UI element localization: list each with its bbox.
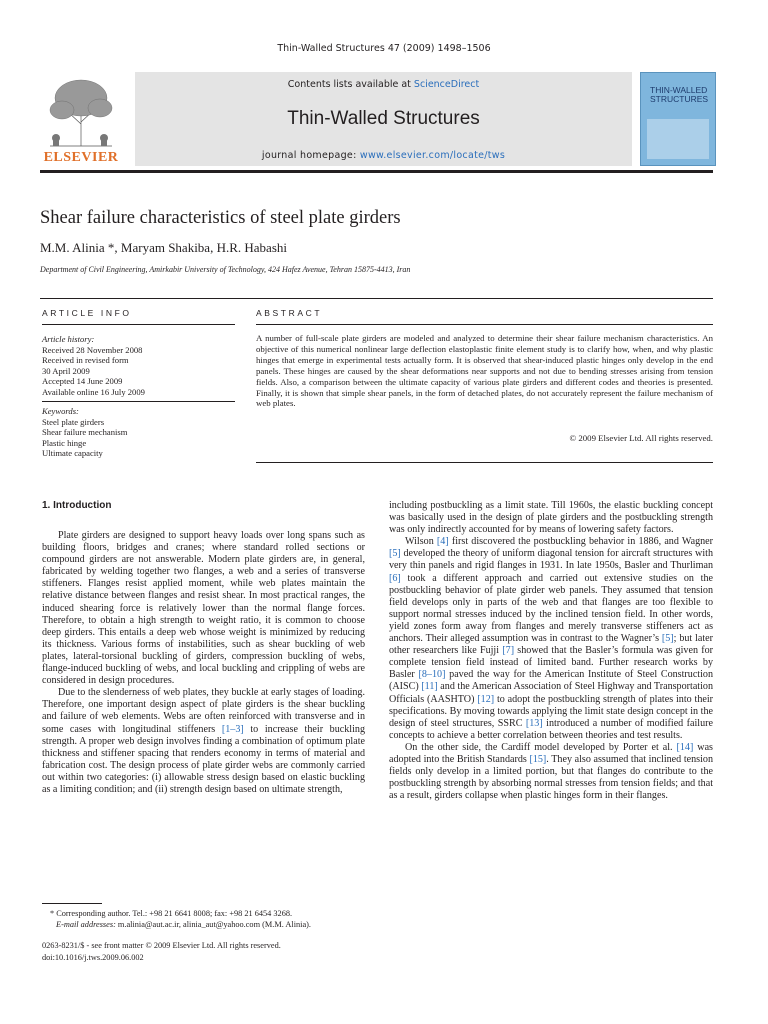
cover-title — [650, 86, 710, 104]
header-rule — [40, 170, 713, 173]
citation-link[interactable]: [8–10] — [418, 669, 446, 681]
text-run: . They also assumed that inclined tension fields only develop in a limited portion, but that flanges do contribute to the postbuckling strength by absorbing normal stresses from tension fields; and that as a result, girders collapse when plastic hinges form in their flanges. — [389, 753, 713, 802]
history-item: Accepted 14 June 2009 — [42, 376, 123, 386]
citation-link[interactable]: [4] — [436, 536, 449, 548]
paragraph: including postbuckling as a limit state. Till 1960s, the elastic buckling concept was basically used in the design of plate girders and the postbuckling strength was only indirectly accounted for by means of lowering safety factors. — [389, 500, 713, 536]
email-label: E-mail addresses: — [56, 920, 116, 929]
body-left-column — [42, 530, 365, 796]
citation-link[interactable]: [14] — [676, 741, 694, 753]
keywords-rule — [42, 401, 235, 402]
text-run: On the other side, the Cardiff model developed by Porter et al. — [405, 741, 677, 753]
citation-link[interactable]: [1–3] — [221, 723, 244, 735]
journal-title: Thin-Walled Structures — [287, 108, 480, 129]
text-run: to increase their buckling strength. A proper web design involves finding a combination of optimum plate thickness and stiffener spacing that renders economy in terms of material and fabrication cost. The design process of plate girder webs are commonly carried out within two categories: (i) allowable stress design based on elastic buckling as a limiting condition; and (ii) strength design based on ultimate strength, — [42, 723, 366, 795]
sciencedirect-link[interactable]: ScienceDirect — [413, 79, 480, 90]
text-run: was adopted into the British Standards — [389, 741, 713, 765]
history-item: Received 28 November 2008 — [42, 344, 143, 355]
history-item: 30 April 2009 — [42, 365, 90, 376]
text-run: ; but later other researchers like Fujji — [389, 633, 713, 657]
affiliation: Department of Civil Engineering, Amirkabir University of Technology, 424 Hafez Avenue, Tehran 15875-4413, Iran — [40, 265, 411, 274]
abstract-rule — [256, 324, 713, 325]
cover-title-line-1: THIN-WALLED — [650, 85, 708, 95]
footnote-rule — [42, 903, 102, 904]
homepage-line — [135, 150, 632, 161]
doi-line[interactable]: doi:10.1016/j.tws.2009.06.002 — [42, 953, 144, 962]
citation-link[interactable]: [11] — [421, 681, 438, 693]
history-item: Available online 16 July 2009 — [42, 386, 145, 397]
article-info-heading: ARTICLE INFO — [42, 308, 132, 318]
authors — [40, 240, 287, 256]
text-run: took a different approach and carried out extensive studies on the postbuckling behavior of plate girder web panels. They assumed that tension field develops only in parts of the web and that flanges are too flexible to support normal stresses induced by the inclined tension field. In other words, yield zones form away from flanges and merely transverse stiffeners act as anchors. Their alleged assumption was in contrast to the Wagner’s — [389, 572, 713, 645]
text-run: Wilson — [405, 536, 437, 548]
abstract-text: A number of full-scale plate girders are modeled and analyzed to determine their shear failure mechanism characteristics. An objective of this numerical nonlinear large deflection elastoplastic finite element study is to clarify how, when, and why plastic hinges that emerge in experimental tests actually form. It is observed that shear-induced plastic hinges only develop in the end panels. These hinges are caused by the shear deformations near supports and not due to bending stresses arising from tension fields. Also, a comparison between the ultimate capacity of various plate girders and different codes and theories is presented. Finally, it is shown that simple shear panels, in the form of detached plates, do not accurately represent the failure mechanism of web plates. — [256, 333, 713, 409]
paragraph — [42, 687, 365, 796]
keyword-item: Steel plate girders — [42, 416, 105, 427]
text-run: paved the way for the American Institute of Steel Construction (AISC) — [389, 669, 714, 693]
paragraph — [389, 536, 713, 742]
publisher-name: ELSEVIER — [43, 150, 119, 165]
body-right-column — [389, 500, 713, 802]
history-label: Article history: — [42, 334, 95, 344]
homepage-link[interactable]: www.elsevier.com/locate/tws — [359, 150, 506, 161]
history-item: Received in revised form — [42, 355, 129, 365]
keyword-item: Plastic hinge — [42, 437, 87, 448]
abstract-bottom-rule — [256, 462, 713, 463]
section-heading: 1. Introduction — [42, 500, 112, 511]
text-run: to adopt the postbuckling strength of plates into their specifications. By moving towards applying the limit state design concept in the design of steel structures, SSRC — [389, 693, 714, 729]
abstract-heading: ABSTRACT — [256, 308, 323, 318]
journal-reference: Thin-Walled Structures 47 (2009) 1498–1506 — [277, 43, 491, 54]
citation-link[interactable]: [15] — [529, 753, 547, 765]
corresponding-footnote: * Corresponding author. Tel.: +98 21 6641 8008; fax: +98 21 6454 3268. — [50, 909, 293, 918]
citation-link[interactable]: [12] — [477, 693, 495, 705]
title-rule — [40, 298, 713, 299]
author-rest: , Maryam Shakiba, H.R. Habashi — [114, 240, 287, 255]
text-run: developed the theory of uniform diagonal tension for aircraft structures with very thin panels and rigid flanges in 1931. In late 1950s, Basler and Thurliman — [389, 548, 713, 572]
contents-prefix: Contents lists available at — [287, 79, 414, 90]
text-run: Due to the slenderness of web plates, they buckle at early stages of loading. Therefore, one important design aspect of plate girders is the shear buckling and failure of web elements. Webs are often reinforced with transverse and in some cases with longitudinal stiffeners — [42, 687, 365, 735]
text-run: first discovered the postbuckling behavior in 1886, and Wagner — [448, 536, 713, 548]
abstract-copyright: © 2009 Elsevier Ltd. All rights reserved. — [569, 433, 713, 443]
keyword-item: Shear failure mechanism — [42, 427, 128, 437]
contents-line — [135, 79, 632, 90]
author-first: M.M. Alinia — [40, 240, 105, 255]
text-run: showed that the Basler’s formula was given for complete tension field instead of limited band. Further research works by Basler — [389, 645, 713, 681]
homepage-prefix: journal homepage: — [261, 150, 360, 161]
article-title: Shear failure characteristics of steel plate girders — [40, 208, 401, 228]
text-run: introduced a number of modified failure concepts to achieve a better correlation between theories and test results. — [389, 717, 713, 741]
paragraph — [389, 742, 713, 802]
citation-link[interactable]: [5] — [661, 633, 674, 645]
citation-link[interactable]: [5] — [389, 548, 401, 560]
keywords-label: Keywords: — [42, 406, 79, 416]
text-run: and the American Association of Steel Highway and Transportation Officials (AASHTO) — [389, 681, 713, 705]
corresponding-mark[interactable]: * — [104, 240, 115, 255]
citation-link[interactable]: [7] — [502, 645, 515, 657]
email-addresses[interactable]: m.alinia@aut.ac.ir, alinia_aut@yahoo.com (M.M. Alinia). — [115, 920, 311, 929]
paragraph: Plate girders are designed to support heavy loads over long spans such as building floors, bridges and cranes; where standard rolled sections or compound girders are not answerable. Modern plate girders are, in general, fabricated by welding together two flanges, a web and a series of transverse stiffeners. Flanges resist applied moment, while web plates maintain the relative distance between flanges and resist shear. In most practical ranges, the induced shearing force is relatively lower than the normal flange forces. Therefore, to obtain a high strength to weight ratio, it is common to choose deep girders. This entails a deep web whose weight is minimized by reducing its thickness. Various forms of instabilities, such as shear buckling of web plates, lateral-torsional buckling of girders, compression buckling of webs, flange-induced buckling of webs, and local buckling and crippling of webs are considered in design procedures. — [42, 530, 365, 687]
keyword-item: Ultimate capacity — [42, 448, 103, 458]
citation-link[interactable]: [6] — [389, 572, 401, 584]
issn-line: 0263-8231/$ - see front matter © 2009 Elsevier Ltd. All rights reserved. — [42, 941, 281, 950]
cover-title-line-2: STRUCTURES — [650, 94, 709, 104]
info-rule — [42, 324, 235, 325]
email-footnote — [56, 920, 311, 929]
citation-link[interactable]: [13] — [525, 717, 543, 729]
